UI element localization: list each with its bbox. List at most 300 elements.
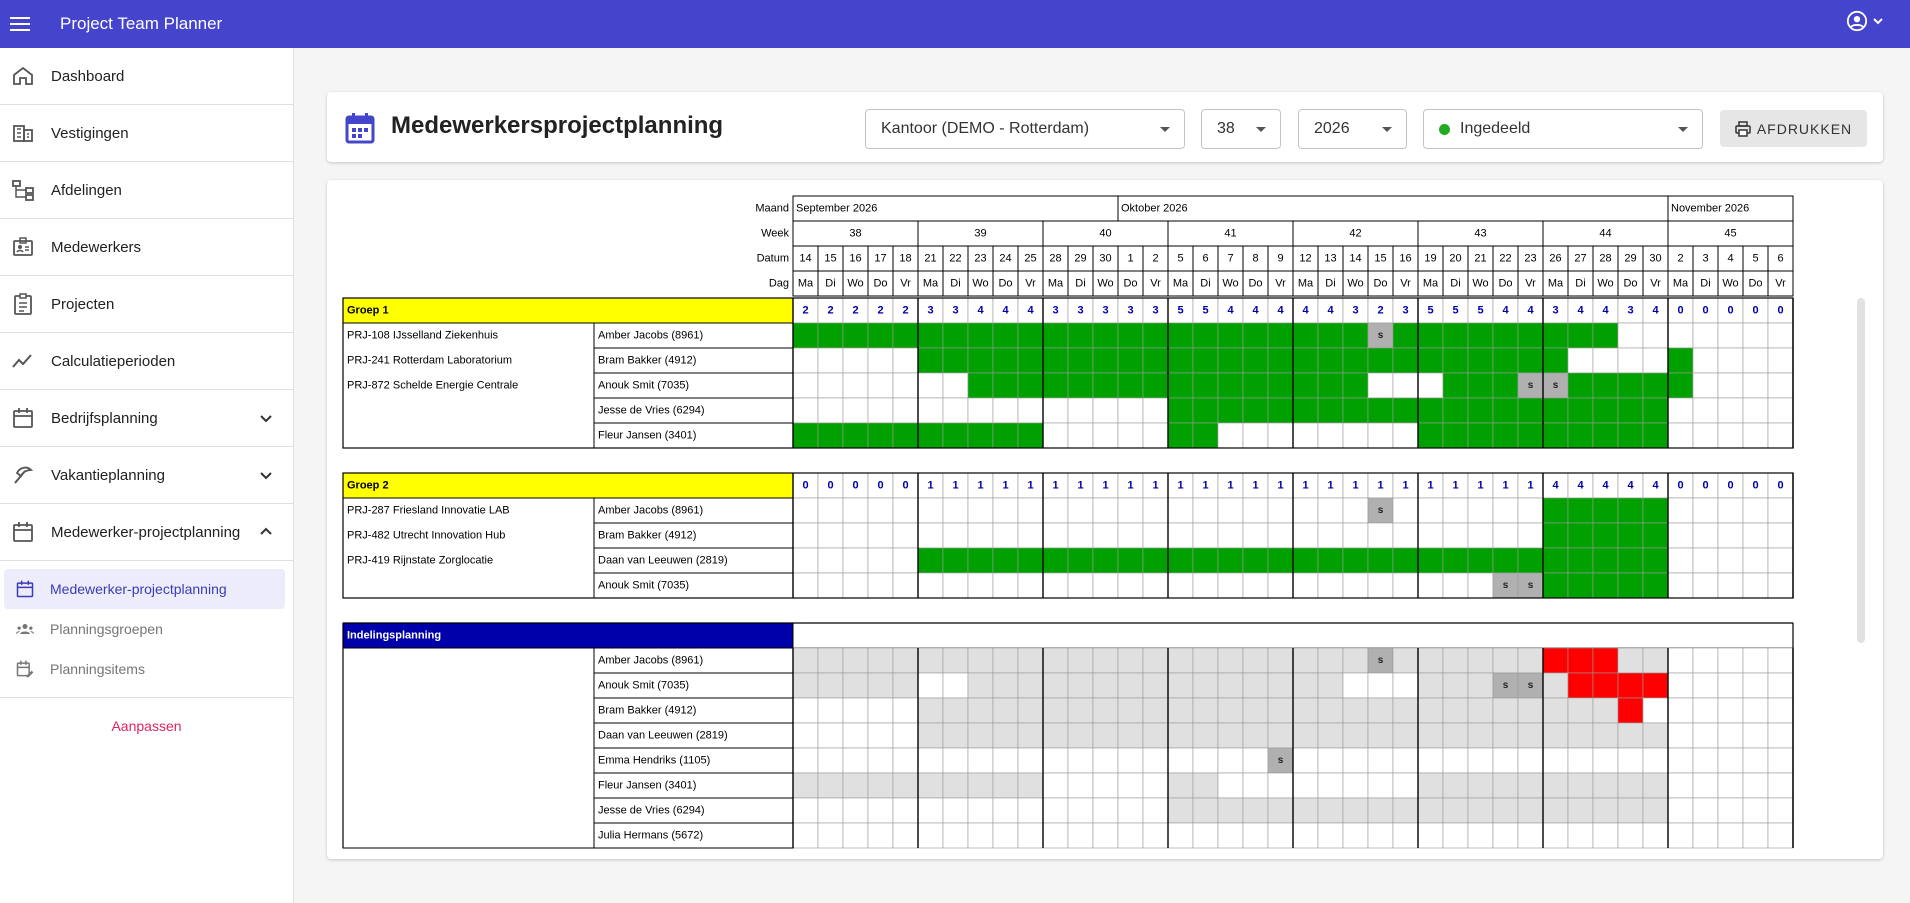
plan-cell (793, 823, 818, 848)
date-number: 22 (949, 252, 962, 265)
plan-cell (1143, 323, 1168, 348)
employee-name: Amber Jacobs (8961) (598, 654, 704, 667)
plan-cell (868, 773, 893, 798)
plan-cell (993, 723, 1018, 748)
sick-marker: s (1527, 580, 1534, 592)
plan-cell (1168, 773, 1193, 798)
plan-cell (1043, 773, 1068, 798)
plan-cell (1018, 498, 1043, 523)
status-select[interactable] (1423, 109, 1703, 149)
plan-cell (1193, 773, 1218, 798)
sidebar-item-projecten[interactable] (0, 276, 293, 333)
plan-cell (1668, 798, 1693, 823)
plan-cell (1293, 523, 1318, 548)
week-number: 42 (1349, 227, 1362, 240)
plan-cell (918, 698, 943, 723)
vertical-scrollbar[interactable] (1857, 298, 1865, 643)
plan-cell (843, 748, 868, 773)
plan-cell (1543, 798, 1568, 823)
plan-cell (1243, 648, 1268, 673)
plan-cell (1293, 348, 1318, 373)
plan-cell (1768, 398, 1793, 423)
plan-cell (1693, 323, 1718, 348)
plan-cell (1143, 723, 1168, 748)
plan-cell (1443, 798, 1468, 823)
assignment-count: 1 (1277, 479, 1284, 492)
group-header (343, 473, 793, 498)
plan-cell (1443, 648, 1468, 673)
employee-name: Bram Bakker (4912) (598, 704, 697, 717)
project-label: PRJ-419 Rijnstate Zorglocatie (347, 554, 494, 567)
plan-cell (1243, 498, 1268, 523)
plan-cell (1118, 698, 1143, 723)
plan-cell (1743, 398, 1768, 423)
assignment-count: 1 (1302, 479, 1309, 492)
assignment-count: 1 (1477, 479, 1484, 492)
plan-cell (1393, 723, 1418, 748)
plan-cell (1468, 798, 1493, 823)
subitem-planningsitems[interactable] (0, 649, 293, 689)
sidebar-item-medewerkers[interactable] (0, 219, 293, 276)
plan-cell (1018, 523, 1043, 548)
assignment-count: 4 (1002, 304, 1009, 317)
sidebar-item-calculatieperioden[interactable] (0, 333, 293, 390)
customize-link[interactable]: Aanpassen (111, 718, 182, 734)
plan-cell (1743, 373, 1768, 398)
sick-marker: s (1527, 680, 1534, 692)
plan-cell (1593, 573, 1618, 598)
plan-cell (1043, 573, 1068, 598)
plan-cell (1493, 798, 1518, 823)
assignment-count: 0 (1702, 304, 1709, 317)
plan-cell (1043, 548, 1068, 573)
plan-cell (1568, 648, 1593, 673)
day-name: Ma (797, 277, 814, 290)
plan-cell (1068, 548, 1093, 573)
plan-cell (1118, 723, 1143, 748)
plan-cell (968, 698, 993, 723)
plan-cell (1093, 798, 1118, 823)
day-name: Vr (1775, 277, 1786, 290)
plan-cell (1718, 773, 1743, 798)
dropdown-arrow-icon (1256, 127, 1266, 132)
assignment-count: 1 (1402, 479, 1409, 492)
plan-cell (818, 548, 843, 573)
plan-cell (1518, 323, 1543, 348)
plan-cell (843, 498, 868, 523)
plan-cell (1093, 398, 1118, 423)
plan-cell (1468, 773, 1493, 798)
dropdown-arrow-icon (1678, 127, 1688, 132)
plan-cell (993, 373, 1018, 398)
plan-cell (1593, 723, 1618, 748)
date-number: 21 (1474, 252, 1487, 265)
plan-cell (1743, 773, 1768, 798)
plan-cell (893, 423, 918, 448)
date-number: 13 (1324, 252, 1337, 265)
date-number: 29 (1074, 252, 1087, 265)
assignment-count: 2 (902, 304, 909, 317)
plan-cell (1743, 523, 1768, 548)
planning-grid (327, 180, 1883, 859)
plan-cell (1718, 423, 1743, 448)
plan-cell (868, 348, 893, 373)
plan-cell (1268, 398, 1293, 423)
plan-cell (1443, 373, 1468, 398)
plan-cell (1093, 723, 1118, 748)
day-name: Di (950, 277, 961, 290)
plan-cell (993, 823, 1018, 848)
plan-cell (843, 523, 868, 548)
plan-cell (1318, 498, 1343, 523)
plan-cell (1368, 523, 1393, 548)
plan-cell (1393, 698, 1418, 723)
plan-cell (793, 748, 818, 773)
plan-cell (1718, 398, 1743, 423)
assignment-count: 1 (1027, 479, 1034, 492)
sidebar-item-medewerker-projectplanning[interactable] (0, 504, 293, 561)
project-label: PRJ-241 Rotterdam Laboratorium (347, 354, 513, 367)
plan-cell (1518, 423, 1543, 448)
plan-cell (1668, 698, 1693, 723)
plan-cell (1118, 423, 1143, 448)
plan-cell (1493, 498, 1518, 523)
plan-cell (1593, 398, 1618, 423)
plan-cell (1393, 323, 1418, 348)
date-number: 15 (824, 252, 837, 265)
subitem-planningsgroepen[interactable] (0, 609, 293, 649)
plan-cell (1043, 373, 1068, 398)
plan-cell (1393, 823, 1418, 848)
plan-cell (1768, 573, 1793, 598)
plan-cell (1268, 323, 1293, 348)
plan-cell (1568, 498, 1593, 523)
status-value: Ingedeeld (1460, 120, 1531, 137)
plan-cell (1168, 398, 1193, 423)
plan-cell (1143, 548, 1168, 573)
plan-cell (968, 823, 993, 848)
plan-cell (1368, 773, 1393, 798)
sidebar-item-afdelingen[interactable] (0, 162, 293, 219)
assignment-count: 1 (977, 479, 984, 492)
sick-marker: s (1277, 755, 1284, 767)
assignment-count: 4 (1277, 304, 1284, 317)
plan-cell (1218, 573, 1243, 598)
plan-cell (1368, 823, 1393, 848)
date-number: 4 (1727, 252, 1734, 265)
dropdown-arrow-icon (1382, 127, 1392, 132)
plan-cell (1493, 723, 1518, 748)
plan-cell (1293, 648, 1318, 673)
plan-cell (1243, 748, 1268, 773)
plan-cell (1693, 798, 1718, 823)
assignment-count: 4 (1602, 479, 1609, 492)
plan-cell (1693, 348, 1718, 373)
plan-cell (1368, 373, 1393, 398)
plan-cell (818, 648, 843, 673)
plan-cell (1218, 773, 1243, 798)
plan-cell (1068, 698, 1093, 723)
plan-cell (1493, 748, 1518, 773)
plan-cell (1293, 748, 1318, 773)
plan-cell (1068, 323, 1093, 348)
plan-cell (1393, 348, 1418, 373)
building-icon (11, 121, 35, 145)
date-number: 3 (1702, 252, 1709, 265)
plan-cell (1543, 548, 1568, 573)
month-label: November 2026 (1671, 202, 1750, 215)
plan-cell (1518, 523, 1543, 548)
plan-cell (1293, 673, 1318, 698)
plan-cell (1718, 498, 1743, 523)
plan-cell (1418, 523, 1443, 548)
plan-cell (1468, 673, 1493, 698)
group-icon (14, 619, 36, 639)
assignment-count: 1 (1352, 479, 1359, 492)
plan-cell (1718, 573, 1743, 598)
plan-cell (1643, 498, 1668, 523)
plan-cell (1418, 648, 1443, 673)
plan-cell (1593, 548, 1618, 573)
assignment-count: 1 (1377, 479, 1384, 492)
plan-cell (1468, 423, 1493, 448)
sidebar-item-dashboard[interactable] (0, 48, 293, 105)
day-name: Ma (1547, 277, 1564, 290)
plan-cell (893, 673, 918, 698)
day-name: Di (825, 277, 836, 290)
plan-cell (918, 398, 943, 423)
plan-cell (1368, 423, 1393, 448)
group-title: Groep 1 (347, 304, 389, 317)
subitem-label: Planningsgroepen (50, 621, 163, 637)
plan-cell (1668, 373, 1693, 398)
plan-cell (1743, 798, 1768, 823)
month-label: Oktober 2026 (1121, 202, 1188, 215)
plan-cell (968, 398, 993, 423)
week-number: 45 (1724, 227, 1737, 240)
plan-cell (1393, 548, 1418, 573)
plan-cell (1118, 498, 1143, 523)
plan-cell (1543, 348, 1568, 373)
day-name: Wo (1597, 277, 1614, 290)
plan-cell (1418, 748, 1443, 773)
week-select[interactable] (1201, 109, 1281, 149)
plan-cell (843, 723, 868, 748)
page-title: Medewerkersprojectplanning (391, 112, 724, 139)
group-header (343, 298, 793, 323)
plan-cell (943, 723, 968, 748)
plan-cell (1093, 823, 1118, 848)
page-header (327, 92, 1883, 162)
plan-cell (1668, 573, 1693, 598)
plan-cell (1418, 773, 1443, 798)
plan-cell (993, 423, 1018, 448)
plan-cell (1618, 723, 1643, 748)
sick-marker: s (1502, 680, 1509, 692)
plan-cell (1518, 548, 1543, 573)
plan-cell (1443, 348, 1468, 373)
plan-cell (1493, 348, 1518, 373)
plan-cell (918, 823, 943, 848)
plan-cell (1643, 673, 1668, 698)
plan-cell (1343, 648, 1368, 673)
plan-cell (993, 773, 1018, 798)
plan-cell (818, 498, 843, 523)
plan-cell (1218, 373, 1243, 398)
sidebar-item-vestigingen[interactable] (0, 105, 293, 162)
plan-cell (1568, 398, 1593, 423)
day-name: Do (1373, 277, 1388, 290)
date-number: 19 (1424, 252, 1437, 265)
plan-cell (1618, 398, 1643, 423)
assignment-count: 2 (852, 304, 859, 317)
plan-cell (818, 423, 843, 448)
sidebar-item-vakantieplanning[interactable] (0, 447, 293, 504)
plan-cell (1143, 798, 1168, 823)
plan-cell (1618, 573, 1643, 598)
day-name: Di (1450, 277, 1461, 290)
assignment-count: 4 (1252, 304, 1259, 317)
assignment-count: 3 (927, 304, 934, 317)
plan-cell (1768, 673, 1793, 698)
plan-cell (943, 698, 968, 723)
plan-cell (1518, 498, 1543, 523)
plan-cell (1268, 348, 1293, 373)
assignment-count: 1 (927, 479, 934, 492)
plan-cell (1118, 548, 1143, 573)
assignment-count: 3 (1627, 304, 1634, 317)
plan-cell (1368, 348, 1393, 373)
plan-cell (868, 723, 893, 748)
plan-cell (1093, 648, 1118, 673)
plan-cell (1568, 573, 1593, 598)
plan-cell (943, 548, 968, 573)
plan-cell (1143, 423, 1168, 448)
plan-cell (1218, 348, 1243, 373)
plan-cell (1618, 548, 1643, 573)
plan-cell (1668, 773, 1693, 798)
sidebar-item-bedrijfsplanning[interactable] (0, 390, 293, 447)
plan-cell (1518, 648, 1543, 673)
plan-cell (943, 348, 968, 373)
plan-cell (1068, 373, 1093, 398)
plan-cell (1068, 773, 1093, 798)
status-dot-icon (1439, 124, 1450, 135)
plan-cell (1043, 323, 1068, 348)
plan-cell (1468, 573, 1493, 598)
plan-cell (818, 773, 843, 798)
plan-cell (1343, 398, 1368, 423)
plan-cell (1743, 423, 1768, 448)
plan-cell (868, 573, 893, 598)
plan-cell (1243, 773, 1268, 798)
sidebar-item-label: Projecten (51, 295, 115, 313)
plan-cell (1568, 798, 1593, 823)
plan-cell (843, 798, 868, 823)
employee-name: Fleur Jansen (3401) (598, 779, 697, 792)
plan-cell (1543, 748, 1568, 773)
plan-cell (843, 323, 868, 348)
assignment-count: 4 (1502, 304, 1509, 317)
assignment-count: 4 (1227, 304, 1234, 317)
employee-name: Bram Bakker (4912) (598, 354, 697, 367)
date-number: 14 (799, 252, 812, 265)
plan-cell (1318, 698, 1343, 723)
plan-cell (1218, 648, 1243, 673)
menu-icon[interactable] (10, 17, 30, 31)
plan-cell (1593, 648, 1618, 673)
plan-cell (818, 823, 843, 848)
day-name: Wo (1472, 277, 1489, 290)
plan-cell (943, 423, 968, 448)
plan-cell (968, 423, 993, 448)
plan-cell (1593, 373, 1618, 398)
plan-cell (1643, 348, 1668, 373)
plan-cell (1168, 548, 1193, 573)
account-menu[interactable] (1846, 10, 1884, 32)
plan-cell (1018, 373, 1043, 398)
plan-cell (1443, 498, 1468, 523)
plan-cell (968, 373, 993, 398)
plan-cell (843, 423, 868, 448)
plan-cell (1243, 373, 1268, 398)
header-label-date: Datum (756, 252, 789, 265)
plan-cell (1643, 798, 1668, 823)
home-icon (11, 64, 35, 88)
plan-cell (1418, 323, 1443, 348)
plan-cell (1718, 548, 1743, 573)
day-name: Vr (1025, 277, 1036, 290)
plan-cell (968, 523, 993, 548)
assignment-count: 3 (1127, 304, 1134, 317)
assignment-count: 0 (1677, 479, 1684, 492)
plan-cell (893, 573, 918, 598)
location-select[interactable] (865, 109, 1185, 149)
plan-cell (1693, 823, 1718, 848)
plan-cell (1293, 398, 1318, 423)
day-name: Wo (1722, 277, 1739, 290)
plan-cell (918, 323, 943, 348)
plan-cell (1318, 798, 1343, 823)
plan-cell (1443, 723, 1468, 748)
plan-cell (1543, 323, 1568, 348)
subitem-medewerker-projectplanning[interactable] (4, 569, 285, 609)
plan-cell (1393, 573, 1418, 598)
plan-cell (1268, 423, 1293, 448)
print-button[interactable] (1720, 110, 1867, 147)
plan-cell (1168, 673, 1193, 698)
plan-cell (968, 548, 993, 573)
account-circle-icon (1846, 10, 1868, 32)
plan-cell (1243, 323, 1268, 348)
plan-cell (1443, 398, 1468, 423)
plan-cell (1118, 523, 1143, 548)
plan-cell (1343, 723, 1368, 748)
plan-cell (1568, 373, 1593, 398)
plan-cell (1743, 673, 1768, 698)
plan-cell (1368, 573, 1393, 598)
plan-cell (1518, 398, 1543, 423)
plan-cell (1668, 823, 1693, 848)
plan-cell (1668, 748, 1693, 773)
plan-cell (1243, 398, 1268, 423)
date-number: 1 (1127, 252, 1134, 265)
plan-cell (1118, 398, 1143, 423)
sick-marker: s (1377, 655, 1384, 667)
year-select[interactable] (1298, 109, 1407, 149)
plan-cell (1568, 698, 1593, 723)
plan-cell (793, 323, 818, 348)
